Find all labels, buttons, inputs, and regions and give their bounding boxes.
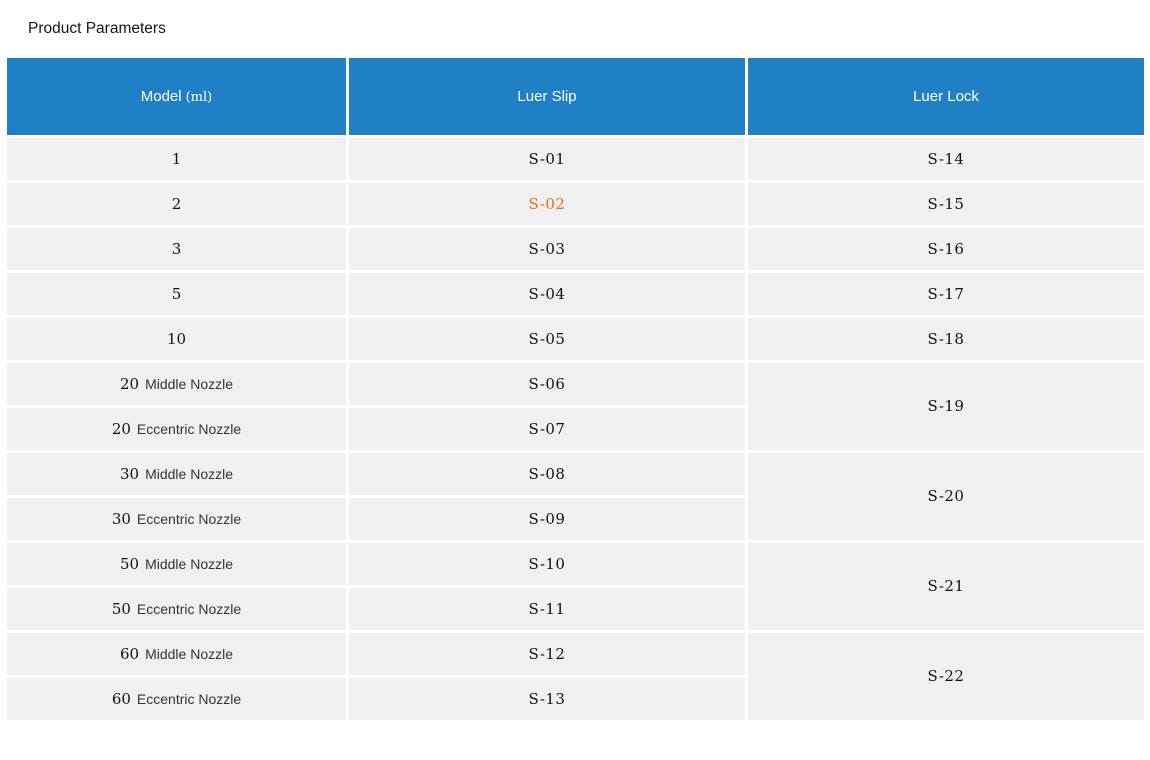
- model-nozzle-label: Eccentric Nozzle: [136, 690, 242, 707]
- luer-slip-cell: [349, 588, 745, 630]
- model-header-label: Model: [140, 88, 182, 105]
- luer-slip-code: S-09: [528, 509, 566, 528]
- luer-slip-cell: [349, 633, 745, 675]
- luer-slip-code: S-11: [528, 599, 566, 618]
- luer-lock-cell: [748, 228, 1144, 270]
- luer-lock-cell: [748, 138, 1144, 180]
- luer-slip-cell: [349, 408, 745, 450]
- column-header-luer-slip: Luer Slip: [349, 58, 745, 135]
- model-header-unit: (ml): [185, 90, 213, 105]
- model-cell: [7, 408, 346, 450]
- column-header-model: [7, 58, 346, 135]
- luer-slip-code: S-03: [528, 239, 566, 258]
- luer-lock-cell-merged: [748, 363, 1144, 450]
- luer-lock-cell-merged: [748, 633, 1144, 720]
- model-nozzle-label: Eccentric Nozzle: [136, 600, 242, 617]
- luer-lock-cell: [748, 183, 1144, 225]
- model-cell: [7, 228, 346, 270]
- luer-slip-cell: [349, 228, 745, 270]
- column-header-luer-lock: Luer Lock: [748, 58, 1144, 135]
- luer-slip-code: S-13: [528, 689, 566, 708]
- luer-slip-code: S-10: [528, 554, 566, 573]
- model-size: 3: [171, 239, 182, 258]
- model-cell: [7, 633, 346, 675]
- table-row: [7, 453, 1144, 495]
- table-row: [7, 363, 1144, 405]
- table-row: [7, 228, 1144, 270]
- model-cell: [7, 273, 346, 315]
- luer-lock-code: S-19: [927, 397, 965, 415]
- luer-slip-cell: [349, 138, 745, 180]
- luer-lock-code: S-16: [927, 239, 965, 258]
- luer-lock-code: S-20: [927, 487, 965, 505]
- luer-slip-code: S-08: [528, 464, 566, 483]
- luer-lock-code: S-22: [927, 667, 965, 685]
- table-row: [7, 273, 1144, 315]
- luer-slip-code: S-05: [528, 329, 566, 348]
- table-row: [7, 543, 1144, 585]
- luer-lock-code: S-15: [927, 194, 965, 213]
- model-size: 30: [111, 509, 131, 528]
- luer-lock-code: S-21: [927, 577, 965, 595]
- model-size: 50: [111, 599, 131, 618]
- luer-slip-cell: [349, 183, 745, 225]
- model-cell: [7, 678, 346, 720]
- model-nozzle-label: Middle Nozzle: [145, 465, 234, 482]
- table-row: [7, 633, 1144, 675]
- model-cell: [7, 138, 346, 180]
- product-parameters-table: [4, 55, 1147, 723]
- model-size: 20: [111, 419, 131, 438]
- luer-slip-code: S-07: [528, 419, 566, 438]
- luer-slip-code: S-06: [528, 374, 566, 393]
- model-size: 30: [119, 464, 140, 483]
- model-size: 5: [171, 284, 182, 303]
- luer-lock-code: S-14: [927, 149, 965, 168]
- table-row: [7, 138, 1144, 180]
- model-size: 1: [171, 149, 182, 168]
- luer-lock-cell: [748, 273, 1144, 315]
- luer-slip-cell: [349, 318, 745, 360]
- model-size: 2: [171, 194, 182, 213]
- luer-lock-code: S-17: [927, 284, 965, 303]
- model-size: 20: [119, 374, 140, 393]
- luer-slip-code: S-04: [528, 284, 566, 303]
- model-cell: [7, 588, 346, 630]
- luer-slip-code: S-01: [528, 149, 566, 168]
- model-cell: [7, 363, 346, 405]
- luer-slip-cell: [349, 363, 745, 405]
- page-title: Product Parameters: [28, 20, 166, 37]
- luer-lock-code: S-18: [927, 329, 965, 348]
- model-cell: [7, 498, 346, 540]
- model-nozzle-label: Middle Nozzle: [145, 645, 234, 662]
- luer-slip-cell: [349, 453, 745, 495]
- luer-lock-cell-merged: [748, 543, 1144, 630]
- luer-slip-cell: [349, 678, 745, 720]
- model-cell: [7, 453, 346, 495]
- model-cell: [7, 183, 346, 225]
- luer-slip-cell: [349, 498, 745, 540]
- luer-slip-cell: [349, 273, 745, 315]
- luer-lock-cell-merged: [748, 453, 1144, 540]
- model-cell: [7, 318, 346, 360]
- model-size: 50: [119, 554, 140, 573]
- model-nozzle-label: Eccentric Nozzle: [136, 510, 242, 527]
- model-cell: [7, 543, 346, 585]
- luer-slip-cell: [349, 543, 745, 585]
- model-size: 60: [111, 689, 131, 708]
- table-row: [7, 318, 1144, 360]
- model-nozzle-label: Eccentric Nozzle: [136, 420, 242, 437]
- header-row: [7, 58, 1144, 135]
- model-nozzle-label: Middle Nozzle: [145, 375, 234, 392]
- model-nozzle-label: Middle Nozzle: [145, 555, 234, 572]
- model-size: 60: [119, 644, 140, 663]
- luer-slip-code: S-12: [528, 644, 566, 663]
- luer-lock-cell: [748, 318, 1144, 360]
- luer-slip-code-highlighted[interactable]: S-02: [528, 194, 566, 213]
- table-row: [7, 183, 1144, 225]
- model-size: 10: [166, 329, 187, 348]
